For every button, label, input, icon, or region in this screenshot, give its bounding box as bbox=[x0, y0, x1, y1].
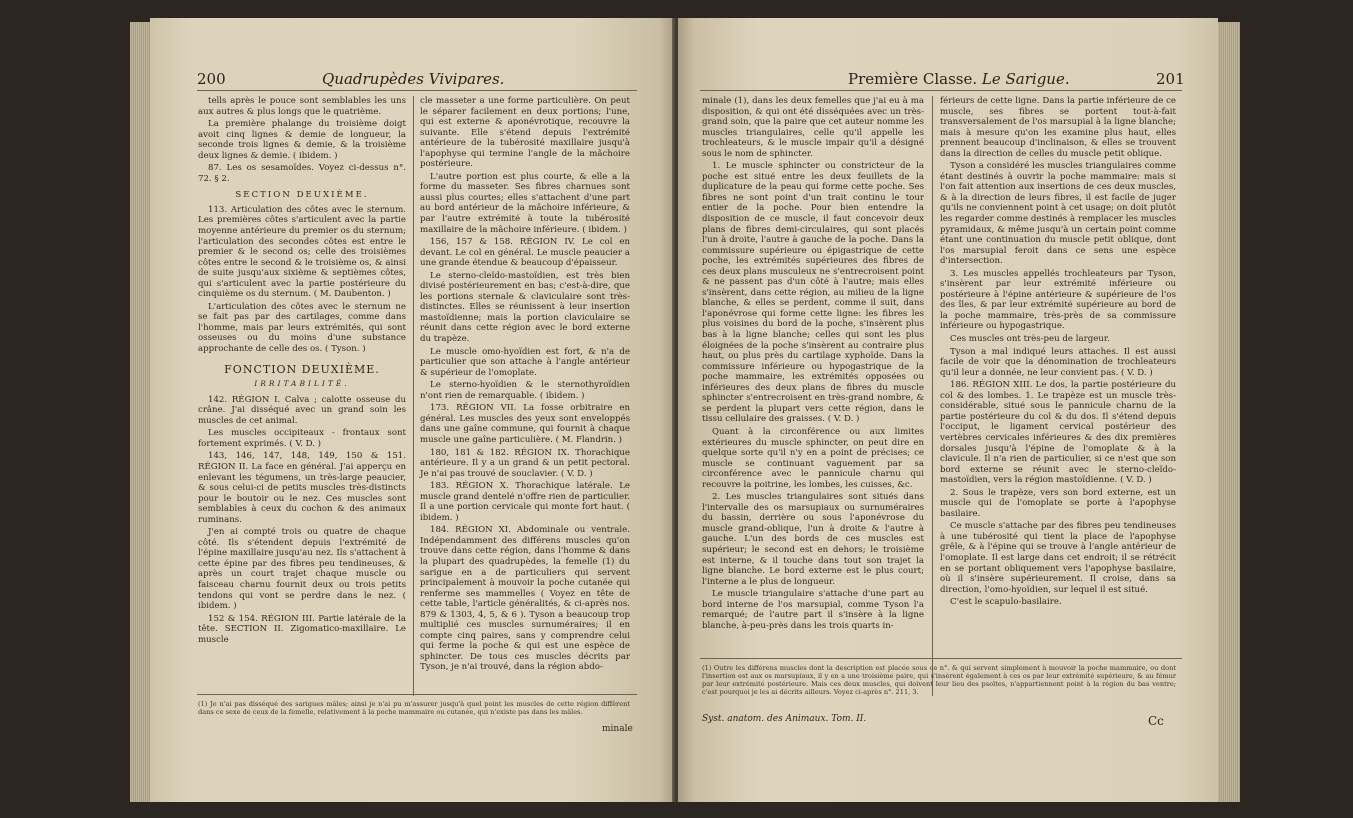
left-running-title: Quadrupèdes Vivipares. bbox=[322, 70, 505, 88]
paragraph: Quant à la circonférence ou aux limites extérieures du muscle sphincter, on peut dire en quelque sorte qu'il n'y en a point de précises; ce muscle se continuant vaguement par sa circonférence avec le pannicule charnu qui recouvre la poitrine, les lombes, les cuisses, &c. bbox=[702, 426, 924, 490]
paragraph: Tyson a mal indiqué leurs attaches. Il est aussi facile de voir que la dénomination de trochleateurs qu'il leur a donnée, ne leur convient pas. ( V. D. ) bbox=[940, 346, 1176, 378]
paragraph: 180, 181 & 182. RÉGION IX. Thorachique antérieure. Il y a un grand & un petit pectoral. Je n'ai pas trouvé de souclavier. ( V. D. ) bbox=[420, 447, 630, 479]
paragraph: C'est le scapulo-basilaire. bbox=[950, 597, 1062, 608]
paragraph: 142. RÉGION I. Calva ; calotte osseuse du crâne. J'ai disséqué avec un grand soin les muscles de cet animal. bbox=[198, 394, 406, 426]
paragraph: Tyson a considéré les muscles triangulaires comme étant destinés à ouvrir la poche mammaire: mais si l'on fait attention aux insertions de ces deux muscles, & à la direction de leurs fibres, il est facile de juger qu'ils ne conviennent point à cet usage; on doit plutôt les regarder comme destinés à remplacer les muscles pyramidaux, & même jusqu'à un certain point comme étant une continuation du muscle petit oblique, dont l'os marsupial feroit dans ce sens une espèce d'intersection. bbox=[940, 161, 1176, 267]
paragraph: 173. RÉGION VII. La fosse orbitraire en général. Les muscles des yeux sont enveloppés dans une gaîne commune, qui fournit à chaque muscle une gaîne particulière. ( M. Flandrin. ) bbox=[420, 403, 630, 445]
column-rule bbox=[932, 96, 933, 696]
paragraph: Le muscle triangulaire s'attache d'une part au bord interne de l'os marsupial, comme Tyson l'a remarqué; de l'autre part il s'insère à la ligne blanche, à-peu-près dans les trois quarts in- bbox=[702, 589, 924, 631]
right-footnote: (1) Outre les différens muscles dont la description est placée sous ce n°. & qui servent simplement à mouvoir la poche mammaire, ou dont l'insertion est aux os marsupiaux, il y en a une troisième paire, qui s'insèrent également à ces os par leur extrémité supérieure, & au fémur par leur extrémité postérieure. Mais ces deux muscles, qui doivent leur lieu des psoïtes, n'appartiennent point à la région du bas ventre; c'est pourquoi je les ai décrits ailleurs. Voyez ci-après n°. 211, 3. bbox=[702, 664, 1176, 696]
paragraph: 183. RÉGION X. Thorachique latérale. Le muscle grand dentelé n'offre rien de particulier. Il a une portion cervicale qui monte fort haut. ( ibidem. ) bbox=[420, 481, 630, 523]
paragraph: 2. Les muscles triangulaires sont situés dans l'intervalle des os marsupiaux ou surnuméraires du bassin, derrière ou sous l'aponévrose du muscle grand-oblique, l'un à droite & l'autre à gauche. L'un des bords de ces muscles est supérieur; le second est en dehors; le troisième est interne, & il touche dans tout son trajet la ligne blanche. Le bord externe est le plus court; l'interne a le plus de longueur. bbox=[702, 492, 924, 587]
paragraph: 184. RÉGION XI. Abdominale ou ventrale. Indépendamment des différens muscles qu'on trouve dans cette région, dans l'homme & dans la plupart des quadrupèdes, la femelle (1) du sarigue en a de particuliers qui servent principalement à mouvoir la poche cutanée qui renferme ses mammelles ( Voyez en tête de cette table, l'article généralités, & ci-après nos. 879 & 1303, 4, 5, & 6 ). Tyson a beaucoup trop multiplié ces muscles surnuméraires; il en compte cinq paires, sans y comprendre celui qui ferme la poche & qui est une espèce de sphincter. De tous ces muscles décrits par Tyson, je n'ai trouvé, dans la région abdo- bbox=[420, 525, 630, 673]
column-rule bbox=[413, 96, 414, 696]
subheading: IRRITABILITÉ. bbox=[254, 379, 350, 389]
paragraph: 3. Les muscles appellés trochleateurs par Tyson, s'insèrent par leur extrémité inférieure ou postérieure à l'épine antérieure & supérieure de l'os des îles, & par leur extrémité supérieure au bord de la poche mammaire, très-près de sa commissure inférieure ou hypogastrique. bbox=[940, 268, 1176, 332]
running-title-sarigue: Le Sarigue. bbox=[981, 70, 1070, 88]
running-title-classe: Première Classe. bbox=[848, 70, 978, 88]
signature-mark: Cc bbox=[1148, 714, 1164, 728]
left-page bbox=[150, 18, 675, 802]
paragraph: 143, 146, 147, 148, 149, 150 & 151. RÉGION II. La face en général. J'ai apperçu en enlevant les tégumens, un très-large peaucier, & sous celui-ci de petits muscles très-distincts pour le boutoir ou le nez. Ces muscles sont semblables à ceux du cochon & des animaux ruminans. bbox=[198, 451, 406, 525]
left-column-2 bbox=[420, 96, 630, 675]
header-rule bbox=[197, 90, 637, 91]
paragraph: 156, 157 & 158. RÉGION IV. Le col en devant. Le col en général. Le muscle peaucier a une grande étendue & beaucoup d'épaisseur. bbox=[420, 237, 630, 269]
paragraph: cle masseter a une forme particulière. On peut le séparer facilement en deux portions; l'une, qui est externe & aponévrotique, recouvre la suivante. Elle s'étend depuis l'extrémité antérieure de la tubérosité maxillaire jusqu'à l'apophyse qui termine l'angle de la mâchoire postérieure. bbox=[420, 96, 630, 170]
paragraph: 87. Les os sesamoïdes. Voyez ci-dessus n°. 72. § 2. bbox=[198, 163, 406, 184]
paragraph: 2. Sous le trapèze, vers son bord externe, est un muscle qui de l'omoplate se porte à l'apophyse basilaire. bbox=[940, 487, 1176, 519]
right-page-number: 201 bbox=[1156, 70, 1185, 88]
paragraph: Le muscle omo-hyoïdien est fort, & n'a de particulier que son attache à l'angle antérieur & supérieur de l'omoplate. bbox=[420, 346, 630, 378]
footnote-rule bbox=[197, 694, 637, 695]
signature-line: Syst. anatom. des Animaux. Tom. II. bbox=[702, 714, 867, 724]
function-heading: FONCTION DEUXIÈME. bbox=[224, 362, 380, 376]
paragraph: L'articulation des côtes avec le sternum ne se fait pas par des cartilages, comme dans l'homme, mais par leurs extrémités, qui sont osseuses ou du moins d'une substance approchante de celle des os. ( Tyson. ) bbox=[198, 301, 406, 355]
paragraph: Le sterno-hyoïdien & le sternothyroïdien n'ont rien de remarquable. ( ibidem. ) bbox=[420, 380, 630, 401]
footnote-rule bbox=[700, 658, 1182, 659]
catchword: minale bbox=[602, 724, 633, 734]
paragraph: férieurs de cette ligne. Dans la partie inférieure de ce muscle, ses fibres se portent tout-à-fait transversalement de l'os marsupial à la ligne blanche; mais à mesure qu'on les examine plus haut, elles prennent beaucoup d'inclinaison, & elles se trouvent dans la direction de celles du muscle petit oblique. bbox=[940, 96, 1176, 159]
left-page-number: 200 bbox=[197, 70, 226, 88]
left-page-edges bbox=[130, 22, 150, 802]
paragraph: La première phalange du troisième doigt avoit cinq lignes & demie de longueur, la seconde trois lignes & demie, & la troisième deux lignes & demie. ( ibidem. ) bbox=[198, 119, 406, 161]
left-footnote: (1) Je n'ai pas disséqué des sarigues mâles; ainsi je n'ai pu m'assurer jusqu'à quel point les muscles de cette région diffèrent dans ce sexe de ceux de la femelle, relativement à la poche mammaire ou cutanée, qui n'existe pas dans les mâles. bbox=[198, 700, 630, 716]
paragraph: Ce muscle s'attache par des fibres peu tendineuses à une tubérosité qui tient la place de l'apophyse grêle, & à l'épine qui se trouve à l'angle antérieur de l'omoplate. Il est large dans cet endroit; il se rétrécit en se portant obliquement vers l'apophyse basilaire, où il s'insère supérieurement. Il croise, dans sa direction, l'omo-hyoïdien, sur lequel il est situé. bbox=[940, 521, 1176, 595]
paragraph: Ces muscles ont très-peu de largeur. bbox=[950, 334, 1110, 345]
right-column-1 bbox=[702, 96, 924, 633]
paragraph: Le sterno-cleïdo-mastoïdien, est très bien divisé postérieurement en bas; c'est-à-dire, que les portions sternale & claviculaire sont très-distinctes. Elles se réunissent à leur insertion mastoïdienne; mais la portion claviculaire se réunit dans cette région avec le bord externe du trapèze. bbox=[420, 270, 630, 345]
paragraph: 152 & 154. RÉGION III. Partie latérale de la tête. SECTION II. Zigomatico-maxillaire. Le muscle bbox=[198, 613, 406, 645]
paragraph: 1. Le muscle sphincter ou constricteur de la poche est situé entre les deux feuillets de la duplicature de la peau qui forme cette poche. Ses fibres ne sont point d'un trait continu le tour entier de la poche. Pour bien entendre la disposition de ce muscle, il faut concevoir deux plans de fibres demi-circulaires, qui sont placés l'un à droite, l'autre à gauche de la poche. Dans la commissure supérieure ou épigastrique de cette poche, les extrémités supérieures des fibres de ces deux plans musculeux ne s'entrecroisent point & ne passent pas d'un côté à l'autre; mais elles s'insèrent, dans cette région, au milieu de la ligne blanche, & elles se perdent, comme il suit, dans l'aponévrose qui forme cette ligne: les fibres les plus voisines du bord de la poche, s'insèrent plus bas à la ligne blanche; celles qui sont les plus éloignées de la poche s'insèrent au contraire plus haut, ou plus près du cartilage xyphoïde. Dans la commissure inférieure ou hypogastrique de la poche mammaire, les extrémités opposées ou inférieures des deux plans de fibres du muscle sphincter s'entrecroisent en très-grand nombre, & se perdent la plupart vers cette région, dans le tissu cellulaire des graisses. ( V. D. ) bbox=[702, 161, 924, 425]
right-page bbox=[678, 18, 1218, 802]
paragraph: 113. Articulation des côtes avec le sternum. Les premières côtes s'articulent avec la partie moyenne antérieure du premier os du sternum; l'articulation des secondes côtes est entre le premier & le second os; celle des troisièmes côtes entre le second & le troisième os, & ainsi de suite jusqu'aux sixième & septièmes côtes, qui s'articulent avec la partie postérieure du cinquième os du sternum. ( M. Daubenton. ) bbox=[198, 204, 406, 300]
paragraph: Les muscles occipiteaux - frontaux sont fortement exprimés. ( V. D. ) bbox=[198, 428, 406, 449]
right-page-edges bbox=[1218, 22, 1240, 802]
paragraph: 186. RÉGION XIII. Le dos, la partie postérieure du col & des lombes. 1. Le trapèze est un muscle très-considérable, situé sous le pannicule charnu de la partie postérieure du col & du dos. Il s'étend depuis l'occiput, le ligament cervical postérieur des vertèbres cervicales inférieures & des dix premières dorsales jusqu'à l'épine de l'omoplate & à la clavicule. Il n'a rien de particulier, si ce n'est que son bord externe se réunit avec le sterno-cleïdo-mastoïdien, vers la région mastoïdienne. ( V. D. ) bbox=[940, 380, 1176, 486]
header-rule bbox=[700, 90, 1182, 91]
paragraph: L'autre portion est plus courte, & elle a la forme du masseter. Ses fibres charnues sont aussi plus courtes; elles s'attachent d'une part au bord antérieur de la mâchoire inférieure, & par l'autre extrémité à toute la tubérosité maxillaire de la mâchoire inférieure. ( ibidem. ) bbox=[420, 171, 630, 235]
section-heading: SECTION DEUXIÈME. bbox=[235, 190, 369, 201]
paragraph: minale (1), dans les deux femelles que j'ai eu à ma disposition, & qui ont été disséquées avec un très-grand soin, que la paire que cet auteur nomme les muscles triangulaires, celle qu'il appelle les trochleateurs, & le muscle impair qu'il a désigné sous le nom de sphincter. bbox=[702, 96, 924, 159]
left-column-1 bbox=[198, 96, 406, 647]
paragraph: J'en ai compté trois ou quatre de chaque côté. Ils s'étendent depuis l'extrémité de l'épine maxillaire jusqu'au nez. Ils s'attachent à cette épine par des fibres peu tendineuses, & après un court trajet chaque muscle ou faisceau charnu fournit deux ou trois petits tendons qui vont se perdre dans le nez. ( ibidem. ) bbox=[198, 527, 406, 612]
right-running-title bbox=[848, 70, 1070, 88]
right-column-2 bbox=[940, 96, 1176, 610]
paragraph: tells après le pouce sont semblables les uns aux autres & plus longs que le quatrième. bbox=[198, 96, 406, 117]
